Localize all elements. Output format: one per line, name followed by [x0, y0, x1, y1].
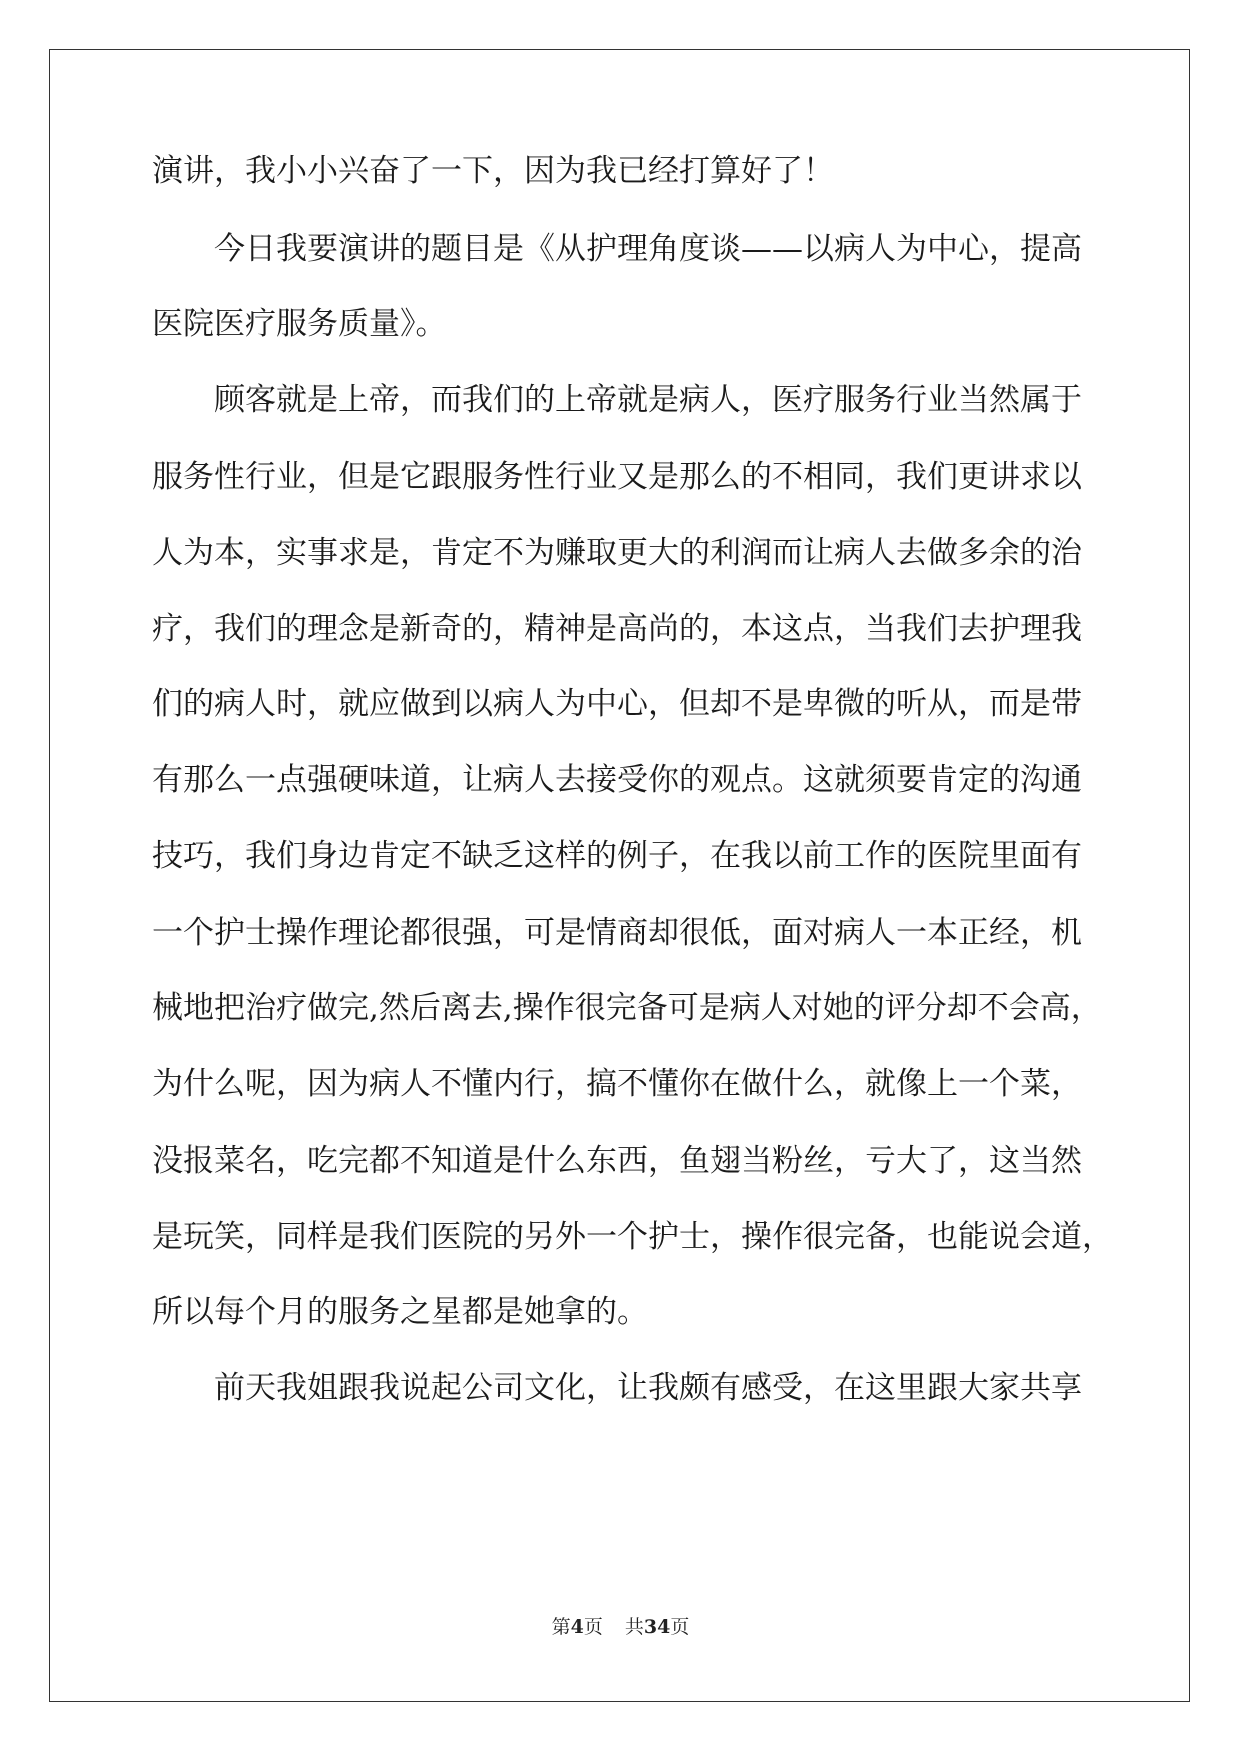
- footer-prefix: 第: [551, 1616, 571, 1638]
- text-line: 一个护士操作理论都很强，可是情商却很低，面对病人一本正经，机: [152, 915, 1082, 951]
- text-line: 是玩笑，同样是我们医院的另外一个护士，操作很完备，也能说会道，: [152, 1219, 1113, 1255]
- text-line: 所以每个月的服务之星都是她拿的。: [152, 1294, 648, 1330]
- text-line: 械地把治疗做完,然后离去,操作很完备可是病人对她的评分却不会高，: [152, 990, 1102, 1026]
- text-line: 演讲，我小小兴奋了一下，因为我已经打算好了！: [152, 153, 834, 189]
- footer-total-prefix: 共: [624, 1616, 644, 1638]
- text-line: 人为本，实事求是，肯定不为赚取更大的利润而让病人去做多余的治: [152, 535, 1082, 571]
- paragraph-start-line: 前天我姐跟我说起公司文化，让我颇有感受，在这里跟大家共享: [214, 1370, 1082, 1406]
- total-page-count: 34: [643, 1616, 671, 1638]
- paragraph-start-line: 今日我要演讲的题目是《从护理角度谈——以病人为中心，提高: [214, 231, 1082, 267]
- text-line: 为什么呢，因为病人不懂内行，搞不懂你在做什么，就像上一个菜，: [152, 1066, 1082, 1102]
- text-line: 们的病人时，就应做到以病人为中心，但却不是卑微的听从，而是带: [152, 686, 1082, 722]
- text-line: 技巧，我们身边肯定不缺乏这样的例子，在我以前工作的医院里面有: [152, 838, 1082, 874]
- text-line: 有那么一点强硬味道，让病人去接受你的观点。这就须要肯定的沟通: [152, 762, 1082, 798]
- text-line: 疗，我们的理念是新奇的，精神是高尚的，本这点，当我们去护理我: [152, 611, 1082, 647]
- text-line: 服务性行业，但是它跟服务性行业又是那么的不相同，我们更讲求以: [152, 459, 1082, 495]
- current-page-number: 4: [570, 1616, 584, 1638]
- footer-total-suffix: 页: [670, 1616, 690, 1638]
- page-border: [49, 49, 1190, 1702]
- paragraph-start-line: 顾客就是上帝，而我们的上帝就是病人，医疗服务行业当然属于: [214, 382, 1082, 418]
- text-line: 医院医疗服务质量》。: [152, 306, 447, 342]
- footer-page-word: 页: [583, 1616, 603, 1638]
- text-line: 没报菜名，吃完都不知道是什么东西，鱼翅当粉丝，亏大了，这当然: [152, 1143, 1082, 1179]
- page-footer: [0, 1612, 1241, 1639]
